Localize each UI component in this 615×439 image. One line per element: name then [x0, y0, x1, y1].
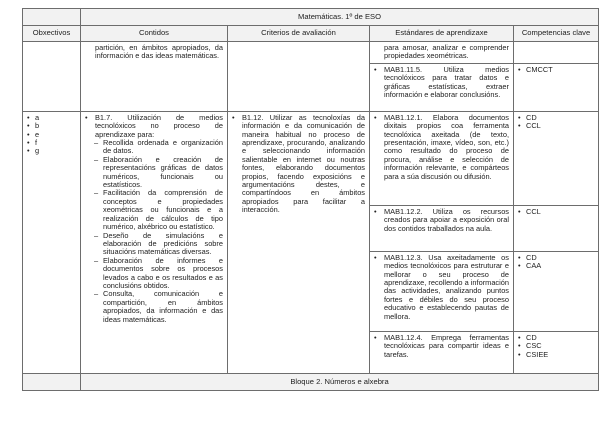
standard-text: • MAB1.11.5. Utiliza medios tecnolóxicos para tratar datos e gráficas estatísticas, extraer información e elaborar conclusións. [374, 66, 509, 100]
criteria-cell [228, 111, 370, 373]
objective-item: • e [27, 131, 76, 139]
objectives-cell [23, 111, 81, 373]
competence-cell [514, 63, 599, 111]
table-row [23, 111, 599, 205]
competence-item: • CSC [518, 342, 594, 350]
block-footer-row [23, 373, 599, 390]
criterion-text: • B1.12. Utilizar as tecnoloxías da información e da comunicación de maneira habitual no proceso de aprendizaxe, procurando, analizando e seleccionando información salientable en internet ou noutras fontes, elaborando documentos propios, facendo exposicións e argumentacións destes, e compartíndoos en ámbitos apropiados para facilitar a interacción. [232, 114, 365, 215]
table-row [23, 41, 599, 63]
competence-cell [514, 41, 599, 63]
content-main: • B1.7. Utilización de medios tecnolóxicos no proceso de aprendizaxe para: [85, 114, 223, 139]
standard-cell [370, 63, 514, 111]
criteria-cell [228, 41, 370, 111]
standard-cell [370, 41, 514, 63]
header-row [23, 26, 599, 41]
header-competences: Competencias clave [514, 26, 599, 41]
curriculum-table-page [22, 8, 598, 391]
standard-cell [370, 251, 514, 331]
competence-cell [514, 251, 599, 331]
standard-text: • MAB1.12.2. Utiliza os recursos creados para apoiar a exposición oral dos contidos traballados na aula. [374, 208, 509, 233]
standard-cell [370, 205, 514, 251]
content-item: – Elaboración de informes e documentos sobre os procesos levados a cabo e os resultados e as conclusións obtidos. [93, 257, 223, 291]
content-item: – Deseño de simulacións e elaboración de predicións sobre situacións matemáticas diversas. [93, 232, 223, 257]
competence-cell [514, 205, 599, 251]
curriculum-table [22, 8, 599, 391]
table-title-row [23, 9, 599, 26]
header-contents: Contidos [81, 26, 228, 41]
block-title: Bloque 2. Números e alxebra [81, 373, 599, 390]
competence-item: • CAA [518, 262, 594, 270]
standard-cell [370, 111, 514, 205]
contents-cell [81, 111, 228, 373]
header-standards: Estándares de aprendizaxe [370, 26, 514, 41]
standard-text: • MAB1.12.3. Usa axeitadamente os medios tecnolóxicos para estruturar e mellorar o seu proceso de aprendizaxe, recollendo a información das actividades, analizando puntos fortes e débiles do seu proceso educativo e establecendo pautas de mellora. [374, 254, 509, 321]
header-objectives: Obxectivos [23, 26, 81, 41]
objectives-cell [23, 41, 81, 111]
objective-item: • f [27, 139, 76, 147]
contents-continuation: partición, en ámbitos apropiados, da información e das ideas matemáticas. [95, 42, 223, 61]
standard-cell [370, 331, 514, 373]
competence-item: • CCL [518, 208, 594, 216]
content-item: – Recollida ordenada e organización de datos. [93, 139, 223, 156]
table-title: Matemáticas. 1º de ESO [81, 9, 599, 26]
contents-cell [81, 41, 228, 111]
standard-text: • MAB1.12.1. Elabora documentos dixitais propios coa ferramenta tecnolóxica axeitada (de texto, presentación, imaxe, vídeo, son, etc.) como resultado do proceso de procura, análise e selección de información relevante, e compárteos para a súa discusión ou difusión. [374, 114, 509, 181]
objective-item: • b [27, 122, 76, 130]
content-item: – Elaboración e creación de representacións gráficas de datos numéricos, funcionais ou estatísticos. [93, 156, 223, 190]
competence-cell [514, 111, 599, 205]
competence-item: • CMCCT [518, 66, 594, 74]
competence-cell [514, 331, 599, 373]
content-item: – Facilitación da comprensión de conceptos e propiedades xeométricas ou funcionais e a realización de cálculos de tipo numérico, alxébrico ou estatístico. [93, 189, 223, 231]
competence-item: • CSIEE [518, 351, 594, 359]
objective-item: • a [27, 114, 76, 122]
standard-continuation: para amosar, analizar e comprender propiedades xeométricas. [384, 42, 509, 61]
competence-item: • CD [518, 114, 594, 122]
objective-item: • g [27, 147, 76, 155]
header-criteria: Criterios de avaliación [228, 26, 370, 41]
competence-item: • CD [518, 334, 594, 342]
competence-item: • CCL [518, 122, 594, 130]
content-item: – Consulta, comunicación e compartición, en ámbitos apropiados, da información e das ideas matemáticas. [93, 290, 223, 324]
competence-item: • CD [518, 254, 594, 262]
standard-text: • MAB1.12.4. Emprega ferramentas tecnolóxicas para compartir ideas e tarefas. [374, 334, 509, 359]
